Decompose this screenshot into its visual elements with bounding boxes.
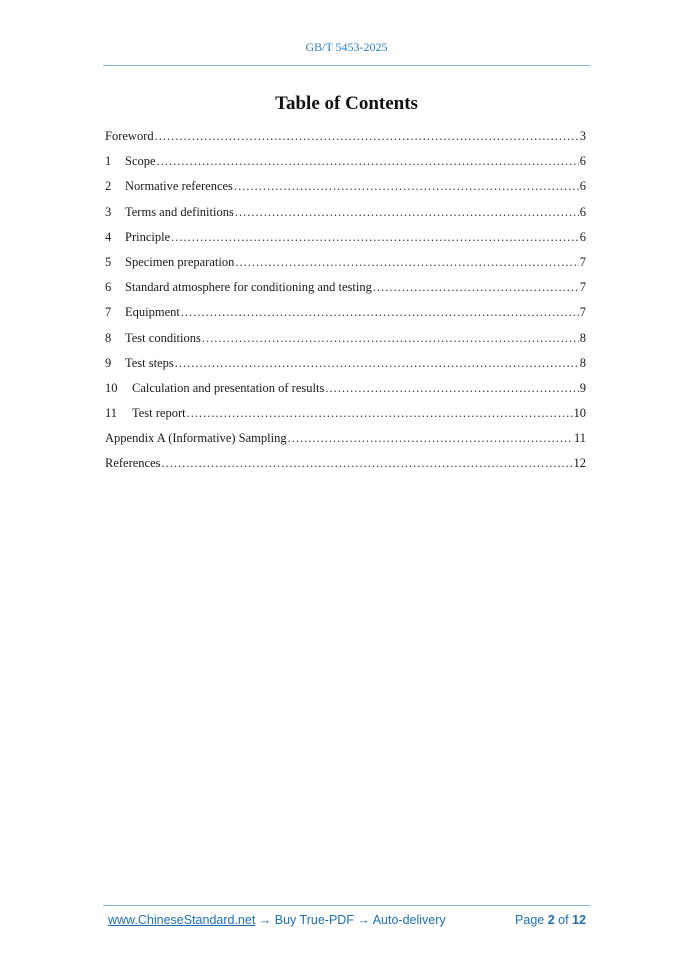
toc-entry-page: 6	[579, 179, 586, 194]
toc-entry-label: Scope	[125, 154, 156, 169]
toc-entry-number: 9	[105, 355, 112, 370]
document-id-header: GB/T 5453-2025	[305, 40, 388, 54]
toc-entry-label: References	[105, 456, 161, 471]
header-divider	[103, 65, 590, 66]
toc-entry-page: 7	[579, 280, 586, 295]
toc-entry-page: 3	[579, 129, 586, 143]
toc-entry-page: 7	[579, 254, 586, 269]
dot-leader	[181, 305, 579, 320]
footer-promo	[108, 913, 446, 927]
dot-leader	[162, 456, 573, 471]
toc-entry-test-steps[interactable]	[105, 356, 586, 381]
dot-leader	[288, 431, 573, 446]
toc-entry-label: Principle	[125, 229, 171, 244]
toc-entry-specimen-preparation[interactable]	[105, 255, 586, 280]
toc-entry-page: 10	[573, 406, 586, 421]
dot-leader	[157, 154, 579, 169]
toc-entry-standard-atmosphere[interactable]	[105, 280, 586, 305]
toc-entry-page: 11	[573, 431, 586, 446]
toc-entry-label: Calculation and presentation of results	[132, 380, 325, 395]
toc-entry-label: Foreword	[105, 129, 154, 143]
toc-entry-calculation-results[interactable]	[105, 381, 586, 406]
toc-entry-label: Test conditions	[125, 330, 201, 345]
toc-entry-number: 11	[105, 406, 118, 421]
dot-leader	[202, 331, 579, 346]
toc-entry-number: 10	[105, 380, 118, 395]
toc-entry-test-report[interactable]	[105, 406, 586, 431]
toc-entry-page: 12	[573, 456, 586, 471]
toc-entry-number: 8	[105, 330, 112, 345]
toc-entry-test-conditions[interactable]	[105, 331, 586, 356]
toc-entry-page: 6	[579, 204, 586, 219]
toc-entry-appendix-a[interactable]	[105, 431, 586, 456]
toc-entry-page: 6	[579, 154, 586, 169]
toc-entry-number: 2	[105, 179, 112, 194]
page-indicator	[515, 913, 586, 927]
total-pages: 12	[572, 913, 586, 927]
dot-leader	[187, 406, 573, 421]
toc-entry-number: 6	[105, 280, 112, 295]
dot-leader	[235, 255, 578, 270]
toc-entry-references[interactable]	[105, 456, 586, 481]
toc-entry-number: 1	[105, 154, 112, 169]
page-of-label: of	[558, 913, 569, 927]
dot-leader	[175, 356, 579, 371]
toc-entry-number: 4	[105, 229, 112, 244]
page-footer	[108, 913, 586, 927]
toc-entry-label: Test steps	[125, 355, 174, 370]
toc-entry-foreword[interactable]	[105, 129, 586, 154]
dot-leader	[235, 205, 579, 220]
table-of-contents	[105, 129, 586, 482]
page-title: Table of Contents	[275, 93, 418, 114]
toc-entry-page: 8	[579, 330, 586, 345]
toc-entry-page: 7	[579, 305, 586, 320]
toc-entry-page: 6	[579, 229, 586, 244]
dot-leader	[373, 280, 579, 295]
toc-entry-scope[interactable]	[105, 154, 586, 179]
dot-leader	[171, 230, 579, 245]
toc-entry-label: Test report	[132, 406, 186, 421]
toc-entry-label: Terms and definitions	[125, 204, 234, 219]
dot-leader	[325, 381, 578, 396]
toc-entry-number: 7	[105, 305, 112, 320]
dot-leader	[155, 129, 579, 144]
toc-entry-label: Equipment	[125, 305, 180, 320]
page-label: Page	[515, 913, 545, 927]
toc-entry-label: Appendix A (Informative) Sampling	[105, 431, 287, 446]
current-page: 2	[547, 913, 555, 927]
toc-entry-normative-references[interactable]	[105, 179, 586, 204]
footer-divider	[103, 905, 590, 906]
toc-entry-page: 9	[579, 380, 586, 395]
website-link[interactable]: www.ChineseStandard.net	[108, 913, 256, 927]
toc-entry-label: Specimen preparation	[125, 254, 235, 269]
toc-entry-equipment[interactable]	[105, 305, 586, 330]
toc-entry-number: 5	[105, 254, 112, 269]
toc-entry-label: Standard atmosphere for conditioning and testing	[125, 280, 372, 295]
toc-entry-number: 3	[105, 204, 112, 219]
toc-entry-page: 8	[579, 355, 586, 370]
toc-entry-principle[interactable]	[105, 230, 586, 255]
dot-leader	[234, 179, 579, 194]
toc-entry-label: Normative references	[125, 179, 233, 194]
toc-entry-terms-and-definitions[interactable]	[105, 205, 586, 230]
promo-text: → Buy True-PDF → Auto-delivery	[255, 913, 446, 927]
